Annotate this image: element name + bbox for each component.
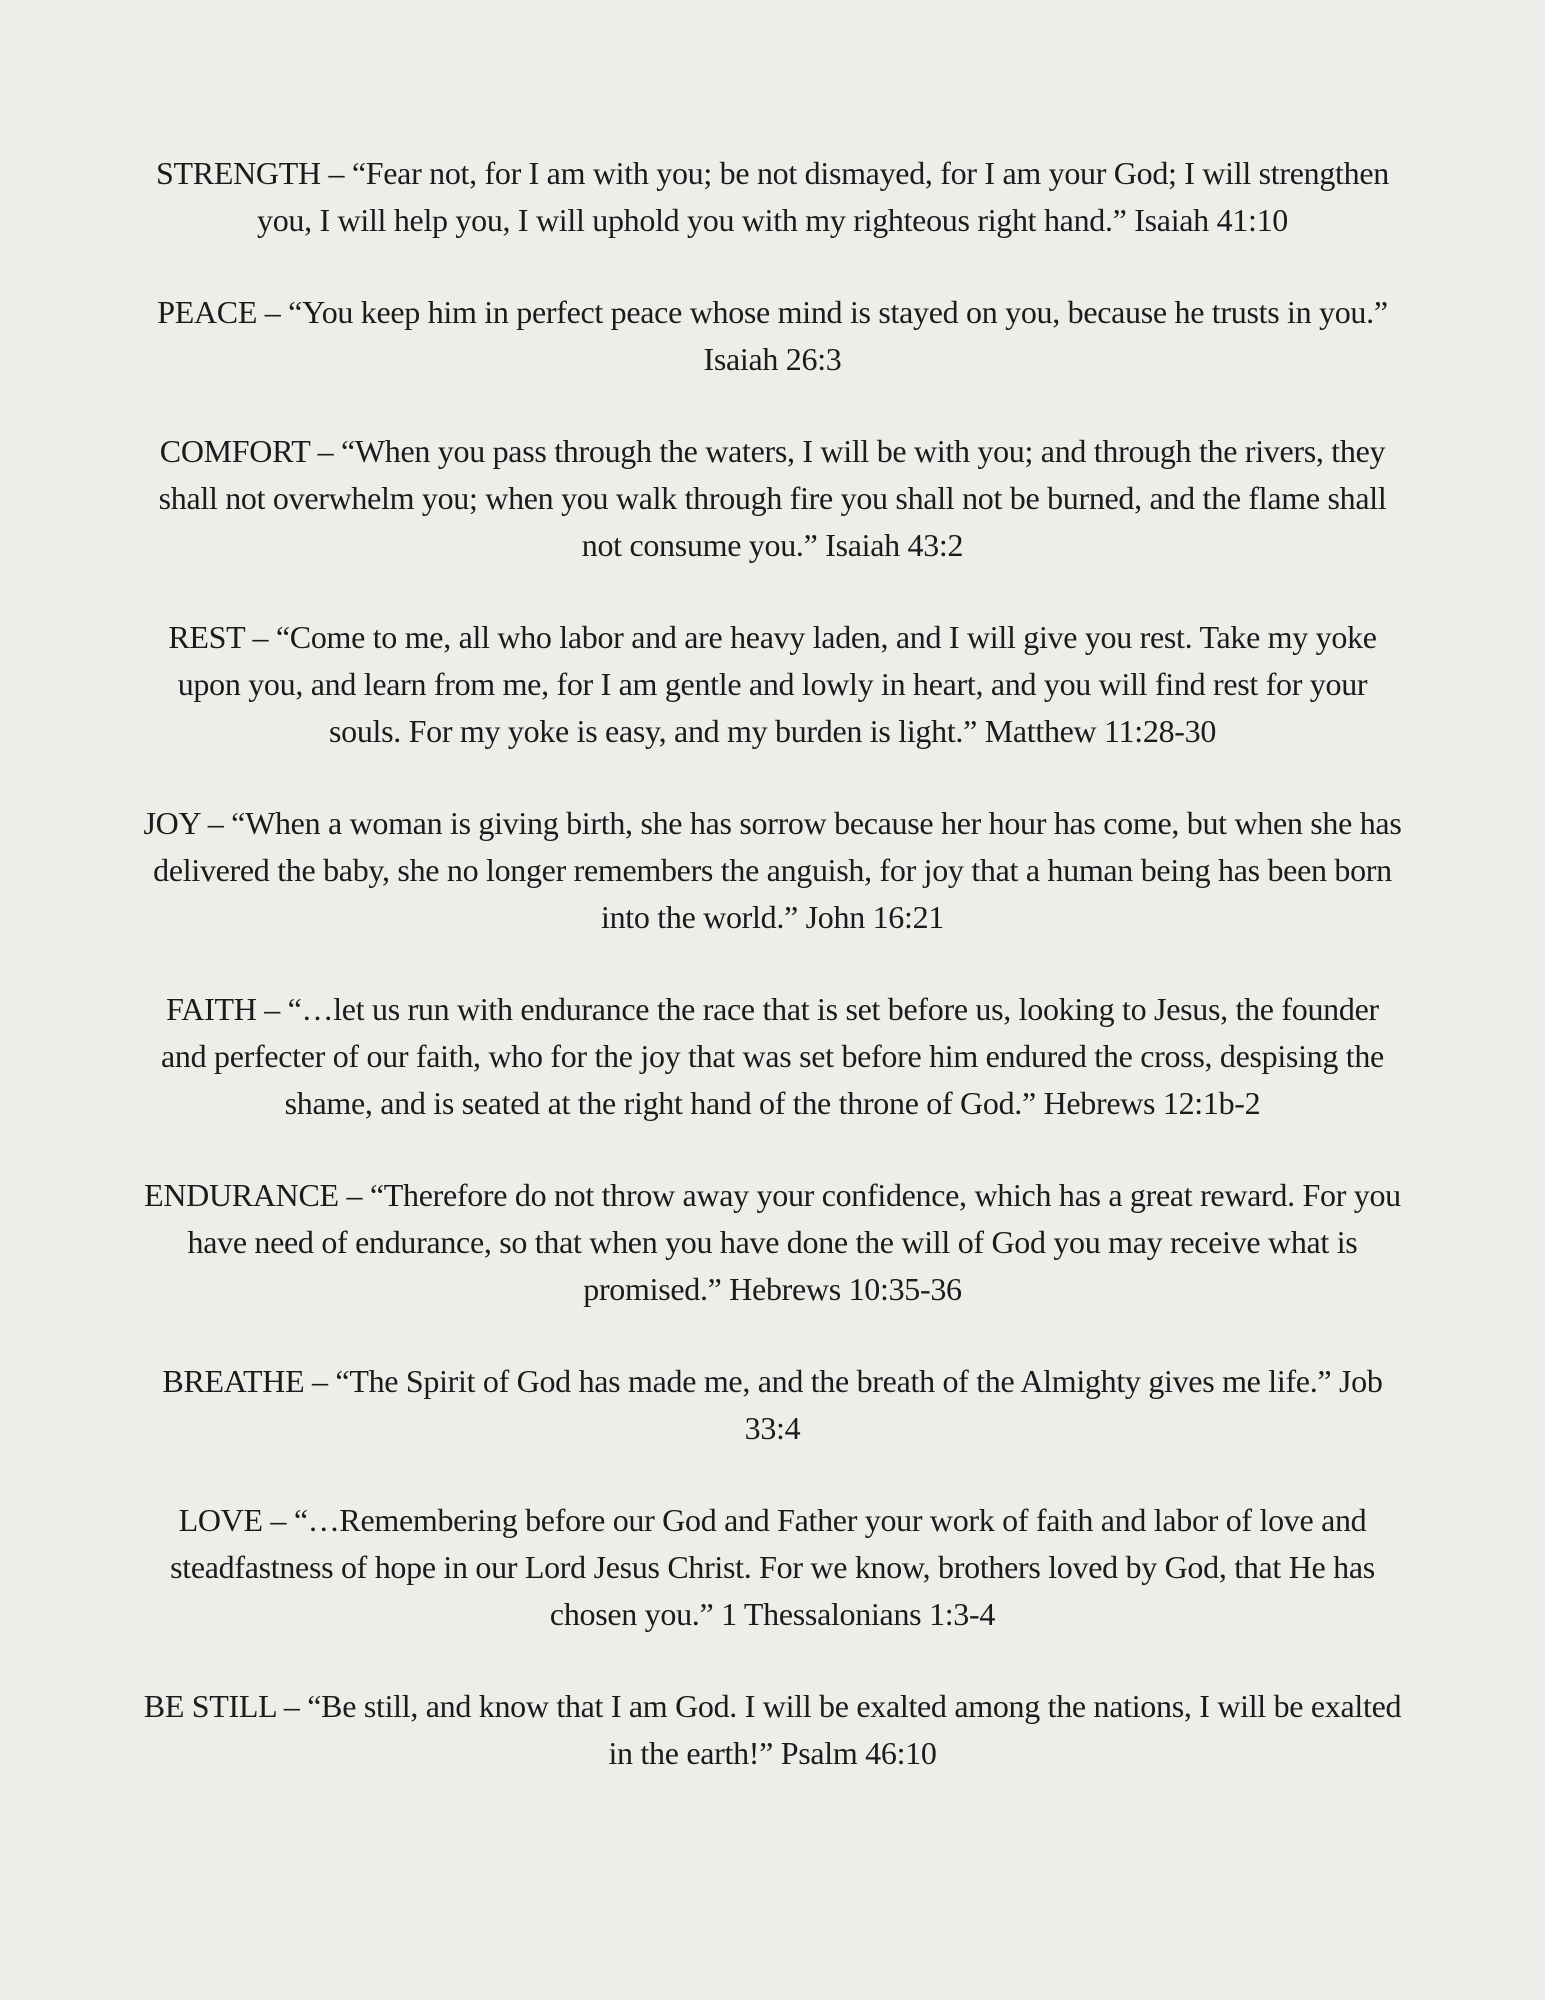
verse-peace: PEACE – “You keep him in perfect peace whose mind is stayed on you, because he trusts in you.” Isaiah 26:3 [157,294,1388,377]
verse-be-still: BE STILL – “Be still, and know that I am God. I will be exalted among the nations, I will be exalted in the earth!” Psalm 46:10 [143,1688,1402,1771]
verse-endurance: ENDURANCE – “Therefore do not throw away your confidence, which has a great reward. For you have need of endurance, so that when you have done the will of God you may receive what is promised.” Hebrews 10:35-36 [144,1177,1401,1307]
verse-love: LOVE – “…Remembering before our God and Father your work of faith and labor of love and steadfastness of hope in our Lord Jesus Christ. For we know, brothers loved by God, that He has chosen you.” 1 Thessalonians 1:3-4 [170,1502,1375,1632]
verse-strength: STRENGTH – “Fear not, for I am with you; be not dismayed, for I am your God; I will strengthen you, I will help you, I will uphold you with my righteous right hand.” Isaiah 41:10 [156,155,1389,238]
verse-comfort: COMFORT – “When you pass through the waters, I will be with you; and through the rivers, they shall not overwhelm you; when you walk through fire you shall not be burned, and the flame shall not consume you.” Isaiah 43:2 [158,433,1387,563]
verse-breathe: BREATHE – “The Spirit of God has made me, and the breath of the Almighty gives me life.” Job 33:4 [162,1363,1383,1446]
verse-list [140,150,1405,1777]
verse-joy: JOY – “When a woman is giving birth, she has sorrow because her hour has come, but when she has delivered the baby, she no longer remembers the anguish, for joy that a human being has been born into the world.” John 16:21 [143,805,1402,935]
verse-faith: FAITH – “…let us run with endurance the race that is set before us, looking to Jesus, the founder and perfecter of our faith, who for the joy that was set before him endured the cross, despising the shame, and is seated at the right hand of the throne of God.” Hebrews 12:1b-2 [161,991,1384,1121]
verse-rest: REST – “Come to me, all who labor and are heavy laden, and I will give you rest. Take my yoke upon you, and learn from me, for I am gentle and lowly in heart, and you will find rest for your souls. For my yoke is easy, and my burden is light.” Matthew 11:28-30 [168,619,1377,749]
